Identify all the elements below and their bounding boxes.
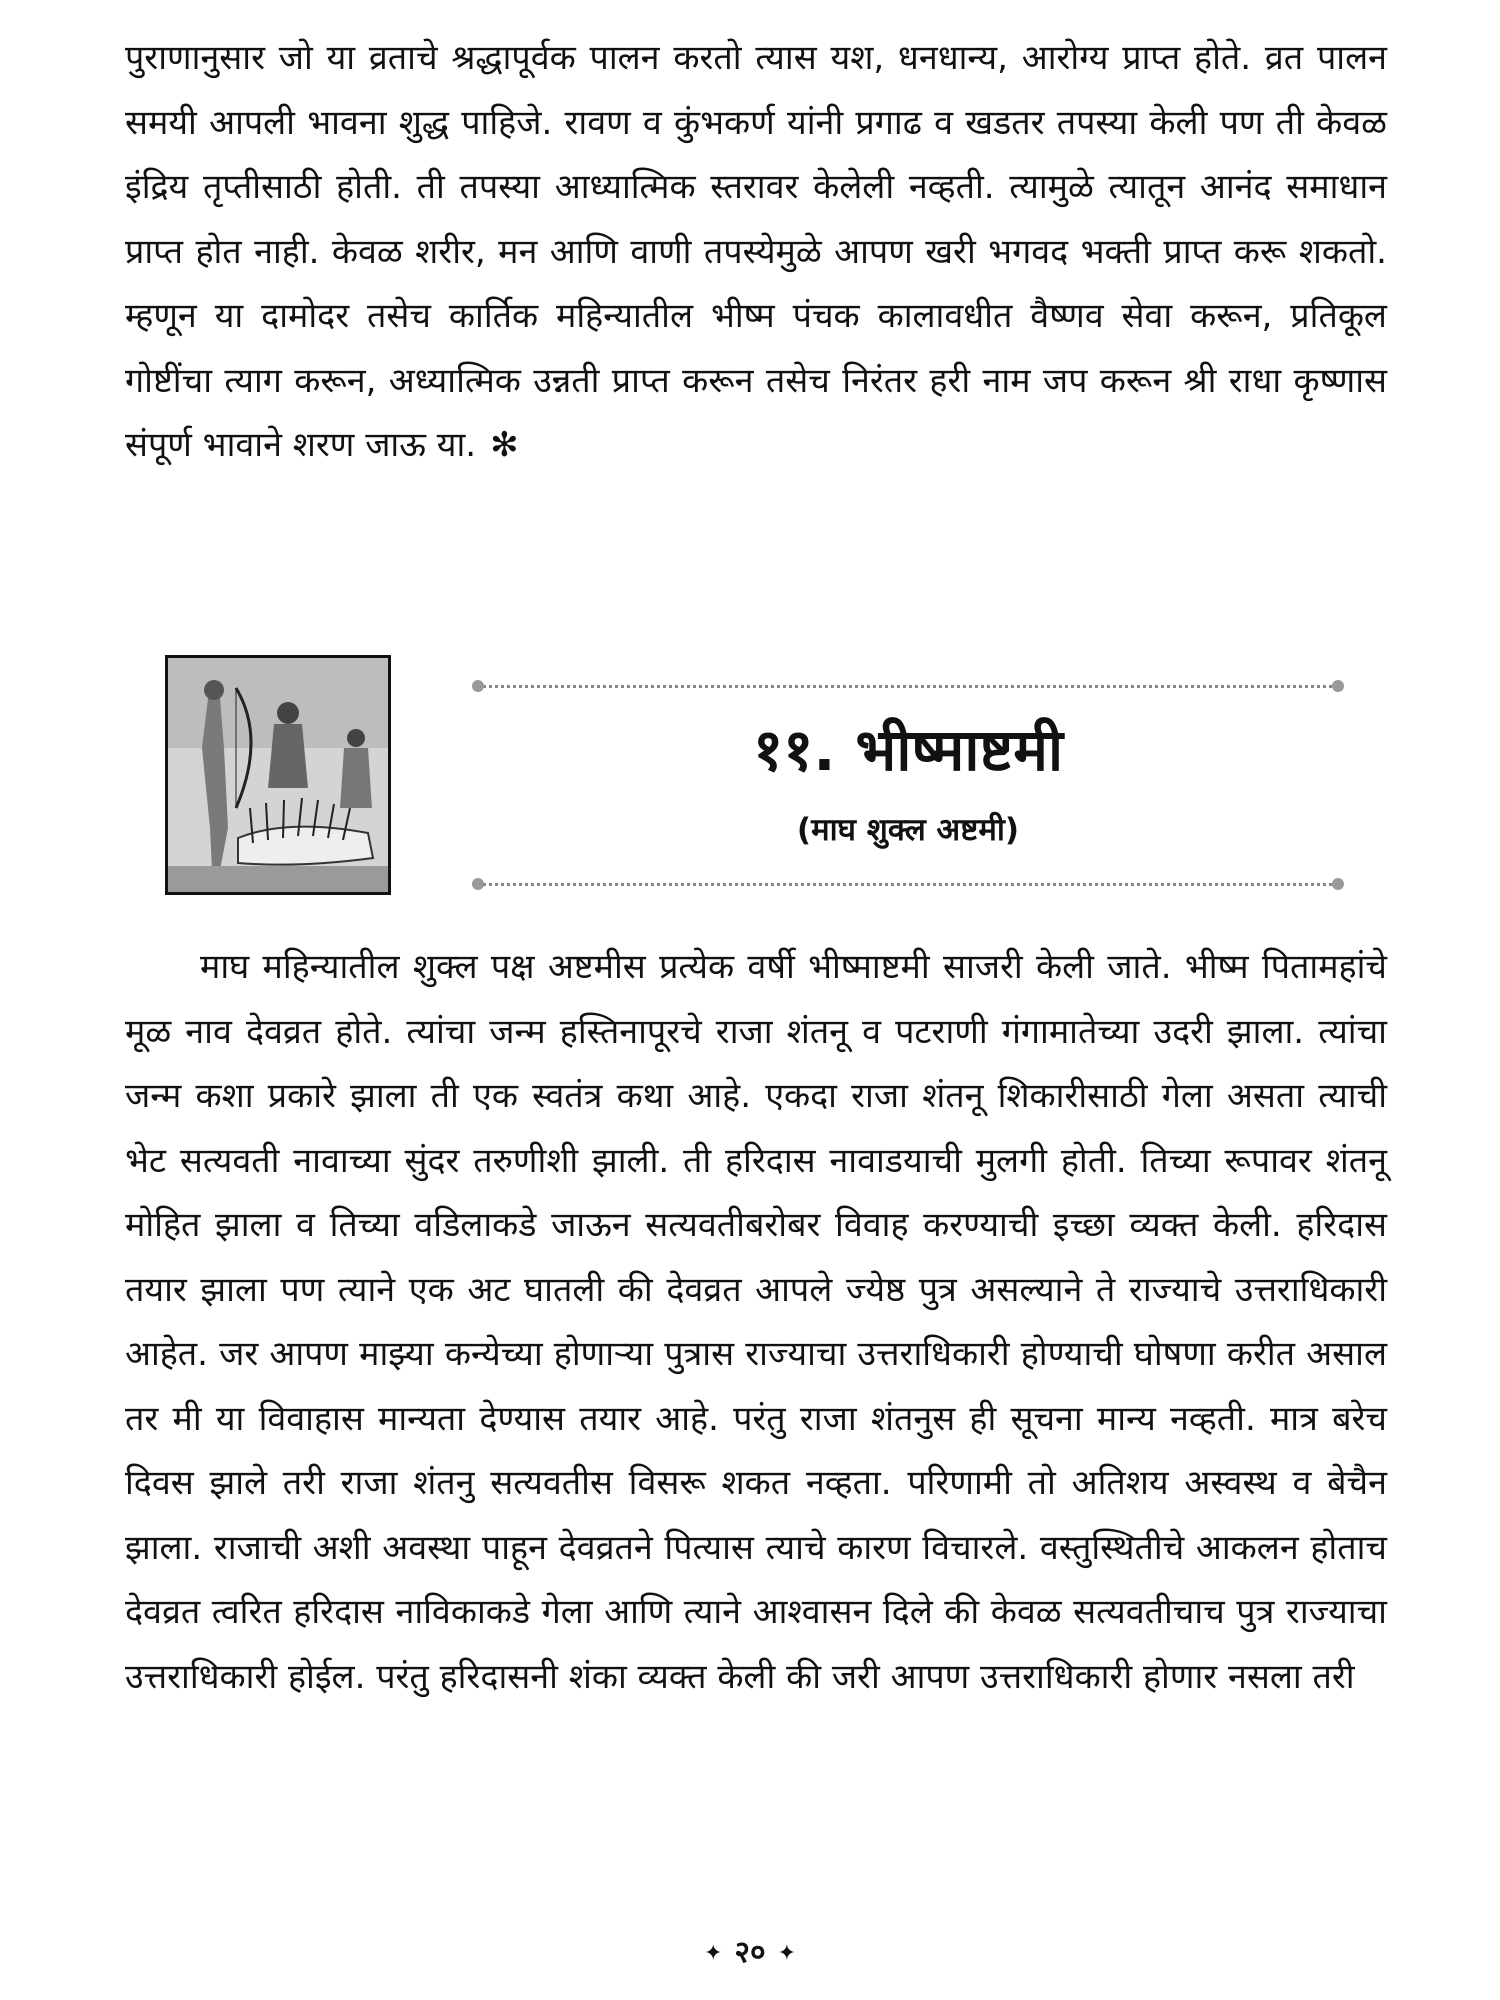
end-mark: ✻ — [490, 425, 519, 465]
chapter-title: ११. भीष्माष्टमी — [753, 716, 1063, 784]
footer-ornament-right: ✦ — [777, 1941, 797, 1966]
rule-dot-right — [1332, 878, 1344, 890]
page-footer — [0, 1930, 1500, 1971]
chapter-illustration — [165, 655, 391, 895]
intro-text: पुराणानुसार जो या व्रताचे श्रद्धापूर्वक पालन करतो त्यास यश, धनधान्य, आरोग्य प्राप्त होते. व्रत पालन समयी आपली भावना शुद्ध पाहिजे. रावण व कुंभकर्ण यांनी प्रगाढ व खडतर तपस्या केली पण ती केवळ इंद्रिय तृप्तीसाठी होती. ती तपस्या आध्यात्मिक स्तरावर केलेली नव्हती. त्यामुळे त्यातून आनंद समाधान प्राप्त होत नाही. केवळ शरीर, मन आणि वाणी तपस्येमुळे आपण खरी भगवद भक्ती प्राप्त करू शकतो. म्हणून या दामोदर तसेच कार्तिक महिन्यातील भीष्म पंचक कालावधीत वैष्णव सेवा करून, प्रतिकूल गोष्टींचा त्याग करून, अध्यात्मिक उन्नती प्राप्त करून तसेच निरंतर हरी नाम जप करून श्री राधा कृष्णास संपूर्ण भावाने शरण जाऊ या. — [125, 38, 1387, 465]
page-number: २० — [734, 1935, 766, 1970]
rule-dot-left — [472, 878, 484, 890]
rule-dot-right — [1332, 680, 1344, 692]
footer-ornament-left: ✦ — [703, 1941, 723, 1966]
chapter-rule-top — [478, 685, 1338, 688]
chapter-subtitle: (माघ शुक्ल अष्टमी) — [796, 812, 1020, 848]
chapter-rule-bottom — [478, 883, 1338, 886]
body-paragraph: माघ महिन्यातील शुक्ल पक्ष अष्टमीस प्रत्येक वर्षी भीष्माष्टमी साजरी केली जाते. भीष्म पितामहांचे मूळ नाव देवव्रत होते. त्यांचा जन्म हस्तिनापूरचे राजा शंतनू व पटराणी गंगामातेच्या उदरी झाला. त्यांचा जन्म कशा प्रकारे झाला ती एक स्वतंत्र कथा आहे. एकदा राजा शंतनू शिकारीसाठी गेला असता त्याची भेट सत्यवती नावाच्या सुंदर तरुणीशी झाली. ती हरिदास नावाडयाची मुलगी होती. तिच्या रूपावर शंतनू मोहित झाला व तिच्या वडिलाकडे जाऊन सत्यवतीबरोबर विवाह करण्याची इच्छा व्यक्त केली. हरिदास तयार झाला पण त्याने एक अट घातली की देवव्रत आपले ज्येष्ठ पुत्र असल्याने ते राज्याचे उत्तराधिकारी आहेत. जर आपण माझ्या कन्येच्या होणाऱ्या पुत्रास राज्याचा उत्तराधिकारी होण्याची घोषणा करीत असाल तर मी या विवाहास मान्यता देण्यास तयार आहे. परंतु राजा शंतनुस ही सूचना मान्य नव्हती. मात्र बरेच दिवस झाले तरी राजा शंतनु सत्यवतीस विसरू शकत नव्हता. परिणामी तो अतिशय अस्वस्थ व बेचैन झाला. राजाची अशी अवस्था पाहून देवव्रतने पित्यास त्याचे कारण विचारले. वस्तुस्थितीचे आकलन होताच देवव्रत त्वरित हरिदास नाविकाकडे गेला आणि त्याने आश्वासन दिले की केवळ सत्यवतीचाच पुत्र राज्याचा उत्तराधिकारी होईल. परंतु हरिदासनी शंका व्यक्त केली की जरी आपण उत्तराधिकारी होणार नसला तरी — [125, 947, 1387, 1697]
intro-paragraph — [125, 26, 1387, 478]
rule-dot-left — [472, 680, 484, 692]
